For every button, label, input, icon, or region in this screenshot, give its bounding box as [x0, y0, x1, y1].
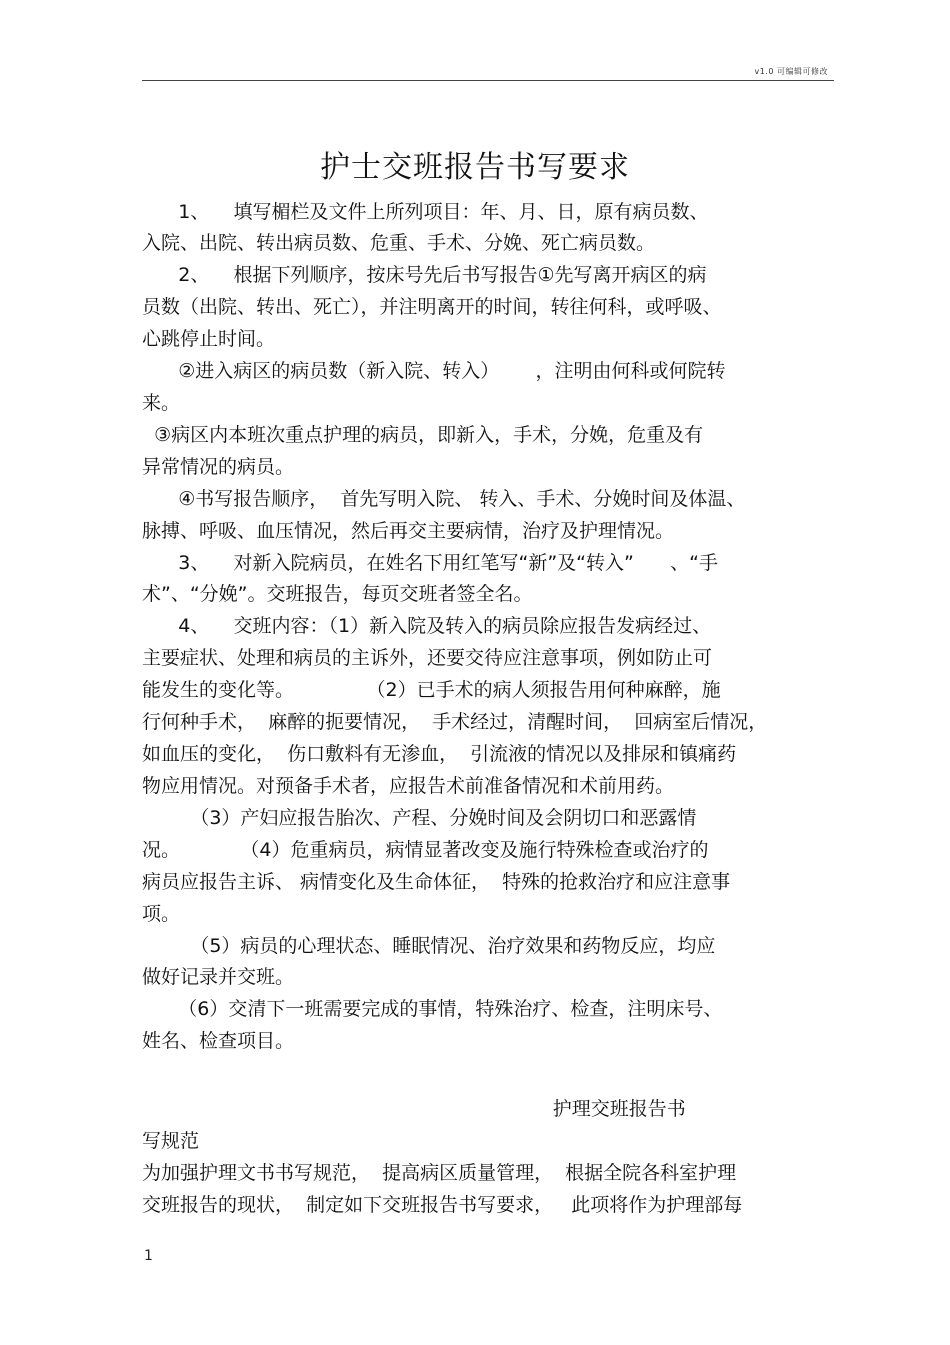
body-line: 如血压的变化， 伤口敷料有无渗血， 引流液的情况以及排尿和镇痛药: [142, 743, 737, 765]
body-line: 术”、“分娩”。交班报告，每页交班者签全名。: [142, 583, 533, 605]
body-line: 况。 （4）危重病员，病情显著改变及施行特殊检查或治疗的: [142, 839, 709, 861]
body-line: 物应用情况。对预备手术者，应报告术前准备情况和术前用药。: [142, 775, 675, 797]
body-line: 3、 对新入院病员，在姓名下用红笔写“新”及“转入” 、“手: [142, 552, 718, 574]
body-line: 为加强护理文书书写规范， 提高病区质量管理， 根据全院各科室护理: [142, 1162, 737, 1184]
body-line: （6）交清下一班需要完成的事情，特殊治疗、检查，注明床号、: [142, 998, 723, 1020]
body-line: 项。: [142, 903, 181, 925]
body-line: （3）产妇应报告胎次、产程、分娩时间及会阴切口和恶露情: [142, 807, 697, 829]
body-line: 病员应报告主诉、 病情变化及生命体征， 特殊的抢救治疗和应注意事: [142, 871, 731, 893]
body-line: 主要症状、处理和病员的主诉外，还要交待应注意事项，例如防止可: [142, 647, 713, 669]
body-line: （5）病员的心理状态、睡眠情况、治疗效果和药物反应，均应: [142, 935, 716, 957]
page-title: 护士交班报告书写要求: [320, 150, 630, 185]
version-label: v1.0 可编辑可修改: [754, 67, 828, 76]
body-line: 姓名、检查项目。: [142, 1030, 295, 1052]
body-line: 做好记录并交班。: [142, 966, 295, 988]
section-heading: 写规范: [142, 1130, 200, 1152]
body-line: 脉搏、呼吸、血压情况，然后再交主要病情，治疗及护理情况。: [142, 520, 675, 542]
body-line: ②进入病区的病员数（新入院、转入） ，注明由何科或何院转: [142, 360, 726, 382]
body-line: 交班报告的现状， 制定如下交班报告书写要求， 此项将作为护理部每: [142, 1194, 743, 1216]
body-line: 心跳停止时间。: [142, 328, 276, 350]
body-line: 入院、出院、转出病员数、危重、手术、分娩、死亡病员数。: [142, 232, 656, 254]
body-line: 4、 交班内容：（1）新入院及转入的病员除应报告发病经过、: [142, 615, 712, 637]
body-line: 2、 根据下列顺序，按床号先后书写报告①先写离开病区的病: [142, 264, 707, 286]
page-number: 1: [144, 1248, 153, 1264]
body-line: 行何种手术， 麻醉的扼要情况， 手术经过，清醒时间， 回病室后情况，: [142, 711, 768, 733]
body-line: 来。: [142, 392, 181, 414]
body-line: 异常情况的病员。: [142, 456, 295, 478]
body-line: 员数（出院、转出、死亡），并注明离开的时间，转往何科，或呼吸、: [142, 296, 722, 318]
body-line: 1、 填写楣栏及文件上所列项目：年、月、日，原有病员数、: [142, 201, 709, 223]
section-heading: 护理交班报告书: [142, 1098, 686, 1120]
body-line: ④书写报告顺序， 首先写明入院、 转入、手术、分娩时间及体温、: [142, 488, 746, 510]
body-line: ③病区内本班次重点护理的病员，即新入，手术，分娩，危重及有: [142, 424, 704, 446]
header-divider: [142, 80, 834, 81]
body-line: 能发生的变化等。 （2）已手术的病人须报告用何种麻醉，施: [142, 679, 721, 701]
